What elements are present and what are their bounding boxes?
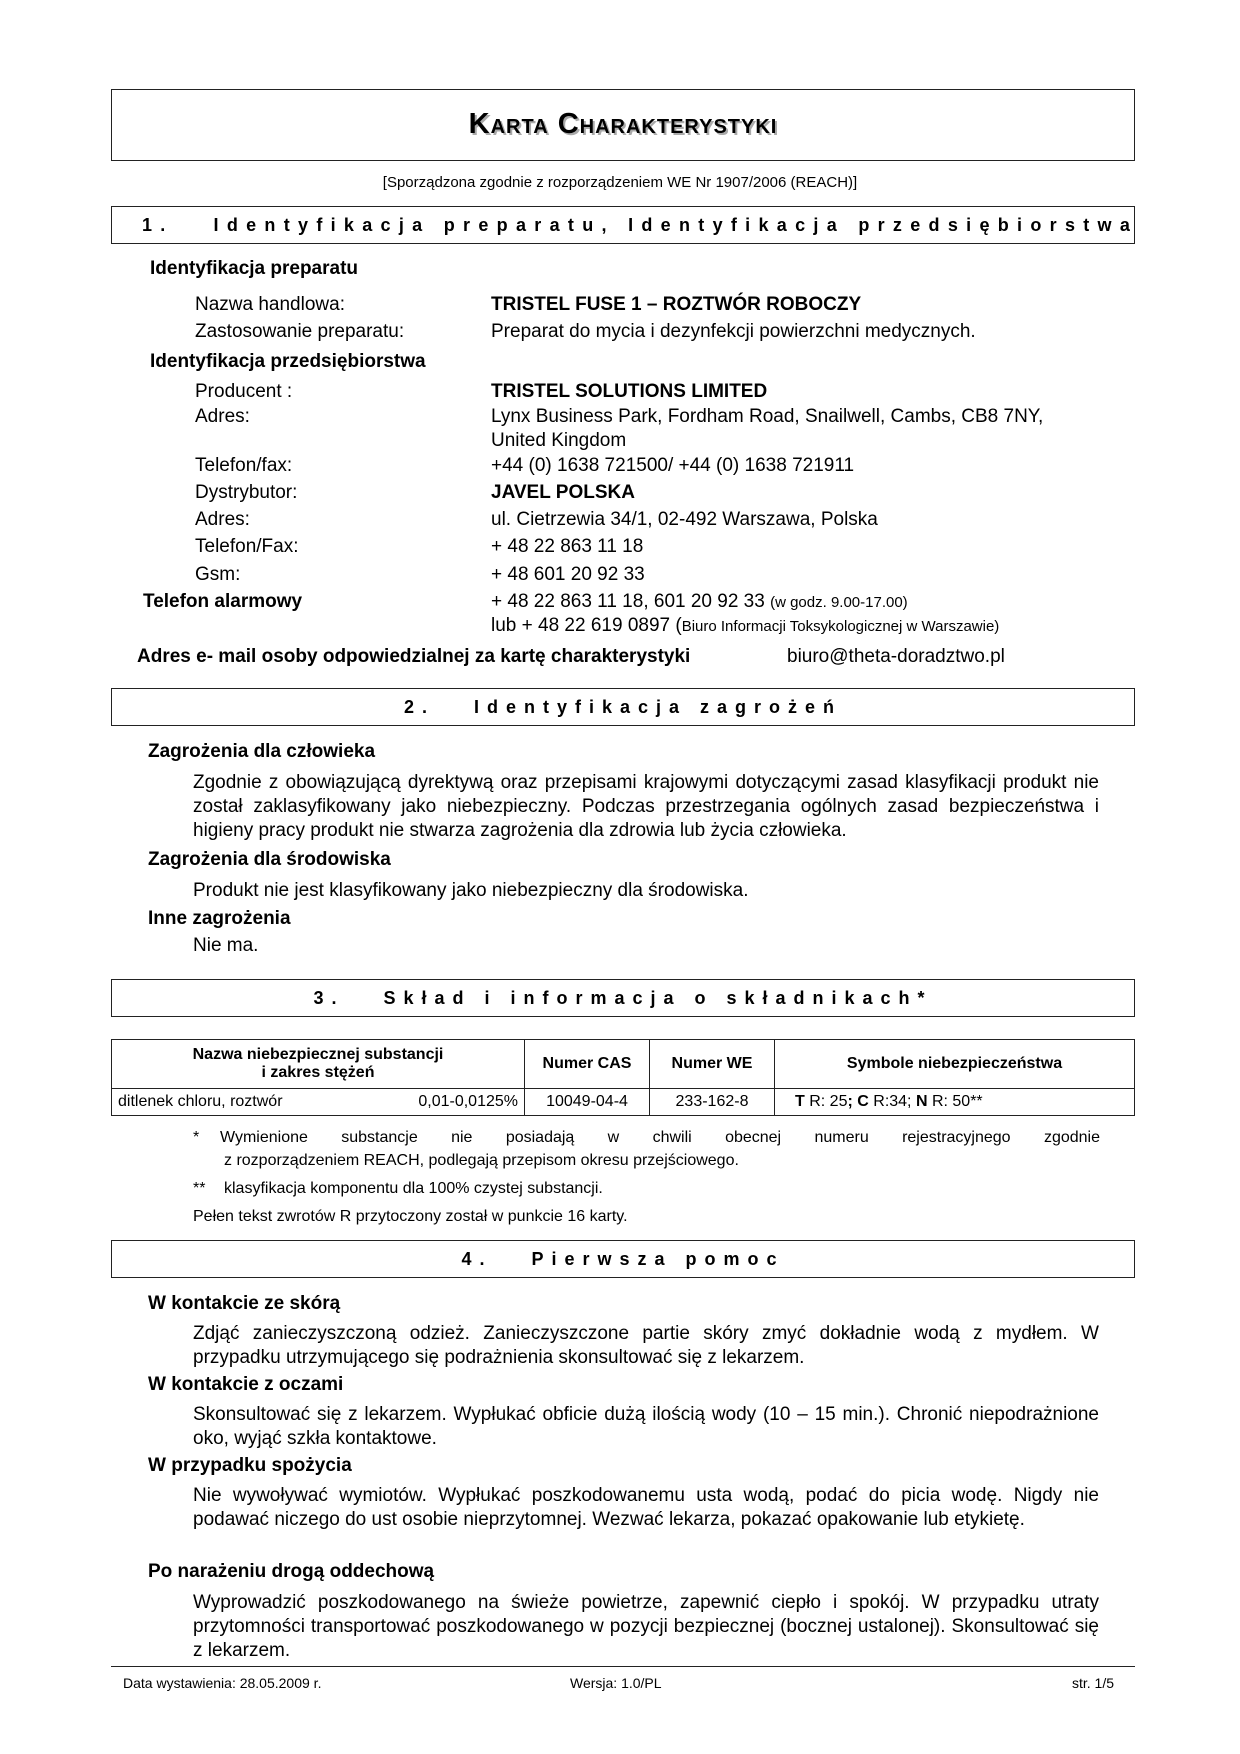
table-row <box>112 1089 1135 1116</box>
trade-name-label: Nazwa handlowa: <box>195 294 345 315</box>
cell-we: 233-162-8 <box>650 1089 775 1116</box>
alarm-phone-numbers: + 48 22 863 11 18, 601 20 92 33 <box>491 591 765 612</box>
address-line-2: United Kingdom <box>491 430 627 451</box>
note-1-text: Wymienione substancje nie posiadają w chwili obecnej numeru rejestracyjnego zgodnie <box>220 1129 1100 1146</box>
use-value: Preparat do mycia i dezynfekcji powierzchni medycznych. <box>491 321 976 342</box>
section-3-header <box>111 979 1135 1017</box>
section-4-title: 4. Pierwsza pomoc <box>461 1249 785 1269</box>
producer-label: Producent : <box>195 381 293 402</box>
alarm-phone-line-2 <box>491 615 999 637</box>
environment-hazard-heading: Zagrożenia dla środowiska <box>148 849 391 870</box>
phone-label: Telefon/fax: <box>195 455 293 476</box>
section-4-header <box>111 1240 1135 1278</box>
col-substance-line2: i zakres stężeń <box>261 1064 375 1081</box>
col-cas-header: Numer CAS <box>525 1040 650 1089</box>
alarm-phone-bureau: Biuro Informacji Toksykologicznej w Warszawie) <box>681 618 1000 635</box>
note-2-text: klasyfikacja komponentu dla 100% czystej substancji. <box>224 1180 603 1197</box>
alarm-phone-line-1 <box>491 591 908 613</box>
other-hazard-text: Nie ma. <box>193 935 259 956</box>
distributor-address-label: Adres: <box>195 509 250 530</box>
ingestion-text: Nie wywoływać wymiotów. Wypłukać poszkodowanemu usta wodą, podać do picia wodę. Nigdy nie podawać niczego do ust osobie nieprzytomnej. Wezwać lekarza, pokazać opakowanie lub etykietę. <box>193 1485 1099 1530</box>
company-identification-heading: Identyfikacja przedsiębiorstwa <box>150 351 426 372</box>
composition-table <box>111 1039 1135 1116</box>
distributor-label: Dystrybutor: <box>195 482 298 503</box>
email-value: biuro@theta-doradztwo.pl <box>787 646 1005 667</box>
symbol-n: N <box>915 1093 928 1110</box>
document-subtitle: [Sporządzona zgodnie z rozporządzeniem WE Nr 1907/2006 (REACH)] <box>382 174 858 191</box>
distributor-phone-label: Telefon/Fax: <box>195 536 299 557</box>
address-line-1: Lynx Business Park, Fordham Road, Snailwell, Cambs, CB8 7NY, <box>491 406 1044 427</box>
document-title: Karta Charakterystyki <box>468 108 778 140</box>
alarm-phone-label: Telefon alarmowy <box>143 591 303 612</box>
section-2-header <box>111 688 1135 726</box>
skin-contact-heading: W kontakcie ze skórą <box>148 1293 341 1314</box>
cell-symbols <box>775 1089 1135 1116</box>
other-hazard-heading: Inne zagrożenia <box>148 908 291 929</box>
distributor-address-value: ul. Cietrzewia 34/1, 02-492 Warszawa, Polska <box>491 509 878 530</box>
symbol-sep: ; <box>847 1093 858 1110</box>
col-symbols-header: Symbole niebezpieczeństwa <box>775 1040 1135 1089</box>
section-2-title: 2. Identyfikacja zagrożeń <box>403 697 843 717</box>
col-substance-line1: Nazwa niebezpiecznej substancji <box>192 1046 444 1063</box>
section-3-title: 3. Skład i informacja o składnikach* <box>313 988 933 1008</box>
symbol-t-r: R: 25 <box>804 1093 848 1110</box>
note-1-text-2: z rozporządzeniem REACH, podlegają przepisom okresu przejściowego. <box>224 1152 739 1169</box>
email-label: Adres e- mail osoby odpowiedzialnej za kartę charakterystyki <box>137 646 691 667</box>
eye-contact-text: Skonsultować się z lekarzem. Wypłukać obficie dużą ilością wody (10 – 15 min.). Chronić niepodrażnione oko, wyjąć szkła kontaktowe. <box>193 1404 1099 1449</box>
alarm-phone-paren: ( <box>675 615 682 636</box>
symbol-t: T <box>795 1093 805 1110</box>
footer-page-number: str. 1/5 <box>1072 1675 1115 1691</box>
cell-substance <box>112 1089 525 1116</box>
use-label: Zastosowanie preparatu: <box>195 321 405 342</box>
distributor-value: JAVEL POLSKA <box>491 482 635 503</box>
document-title-box <box>111 89 1135 161</box>
ingestion-heading: W przypadku spożycia <box>148 1455 352 1476</box>
symbol-n-r: R: 50** <box>927 1093 983 1110</box>
human-hazard-text: Zgodnie z obowiązującą dyrektywą oraz przepisami krajowymi dotyczącymi zasad klasyfikacji produkt nie został zaklasyfikowany jako niebezpieczny. Podczas przestrzegania ogólnych zasad bezpieczeństwa i higieny pracy produkt nie stwarza zagrożenia dla zdrowia lub życia człowieka. <box>193 772 1099 841</box>
symbol-c: C <box>857 1093 869 1110</box>
table-header-row <box>112 1040 1135 1089</box>
note-1-mark: * <box>193 1129 200 1146</box>
skin-contact-text: Zdjąć zanieczyszczoną odzież. Zanieczyszczone partie skóry zmyć dokładnie wodą z mydłem. W przypadku utrzymującego się podrażnienia skonsultować się z lekarzem. <box>193 1323 1099 1368</box>
symbol-c-r: R:34; <box>868 1093 916 1110</box>
alarm-phone-hours: (w godz. 9.00-17.00) <box>770 594 908 611</box>
environment-hazard-text: Produkt nie jest klasyfikowany jako niebezpieczny dla środowiska. <box>193 880 749 901</box>
inhalation-text: Wyprowadzić poszkodowanego na świeże powietrze, zapewnić ciepło i spokój. W przypadku utraty przytomności transportować poszkodowanego w pozycji bezpiecznej (bocznej ustalonej). Skonsultować się z lekarzem. <box>193 1592 1099 1661</box>
substance-range: 0,01-0,0125% <box>418 1093 518 1110</box>
alarm-phone-second: lub + 48 22 619 0897 <box>491 615 671 636</box>
note-2-mark: ** <box>193 1180 206 1197</box>
cell-cas: 10049-04-4 <box>525 1089 650 1116</box>
prep-identification-heading: Identyfikacja preparatu <box>150 258 359 279</box>
inhalation-heading: Po narażeniu drogą oddechową <box>148 1561 435 1582</box>
gsm-value: + 48 601 20 92 33 <box>491 564 645 585</box>
note-3-text: Pełen tekst zwrotów R przytoczony został w punkcie 16 karty. <box>193 1208 628 1225</box>
col-we-header: Numer WE <box>650 1040 775 1089</box>
human-hazard-heading: Zagrożenia dla człowieka <box>148 741 376 762</box>
section-1-header <box>111 206 1139 244</box>
producer-value: TRISTEL SOLUTIONS LIMITED <box>491 381 768 402</box>
substance-name: ditlenek chloru, roztwór <box>118 1093 283 1110</box>
gsm-label: Gsm: <box>195 564 241 585</box>
trade-name-value: TRISTEL FUSE 1 – ROZTWÓR ROBOCZY <box>491 294 862 315</box>
footer-issue-date: Data wystawienia: 28.05.2009 r. <box>123 1675 322 1691</box>
footer-divider <box>111 1666 1135 1667</box>
col-substance-header <box>112 1040 525 1089</box>
footer-version: Wersja: 1.0/PL <box>570 1675 662 1691</box>
eye-contact-heading: W kontakcie z oczami <box>148 1374 344 1395</box>
phone-value: +44 (0) 1638 721500/ +44 (0) 1638 721911 <box>491 455 855 476</box>
address-label: Adres: <box>195 406 250 427</box>
distributor-phone-value: + 48 22 863 11 18 <box>491 536 644 557</box>
section-1-title: 1. Identyfikacja preparatu, Identyfikacja przedsiębiorstwa <box>142 215 1139 235</box>
